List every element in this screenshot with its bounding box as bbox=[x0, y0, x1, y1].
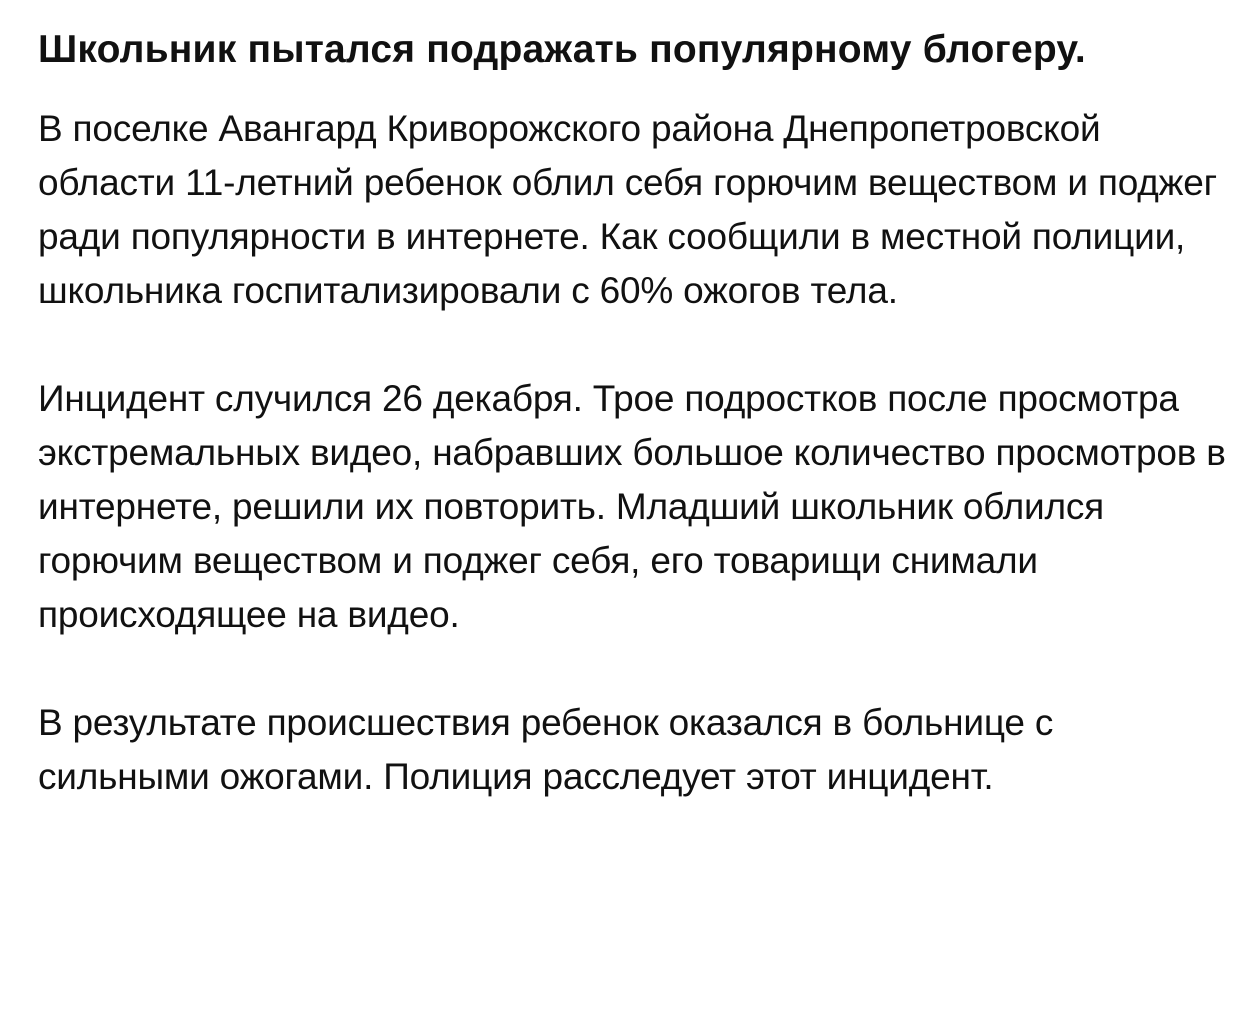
article-paragraph-3: В результате происшествия ребенок оказался в больнице с сильными ожогами. Полиция расследует этот инцидент. bbox=[38, 702, 1054, 797]
article-headline: Школьник пытался подражать популярному блогеру. bbox=[38, 28, 1086, 71]
article bbox=[38, 24, 1228, 804]
article-paragraph-1: В поселке Авангард Криворожского района Днепропетровской области 11-летний ребенок облил себя горючим веществом и поджег ради популярности в интернете. Как сообщили в местной полиции, школьника госпитализировали с 60% ожогов тела. bbox=[38, 108, 1217, 311]
article-paragraph-2: Инцидент случился 26 декабря. Трое подростков после просмотра экстремальных видео, набравших большое количество просмотров в интернете, решили их повторить. Младший школьник облился горючим веществом и поджег себя, его товарищи снимали происходящее на видео. bbox=[38, 378, 1226, 635]
